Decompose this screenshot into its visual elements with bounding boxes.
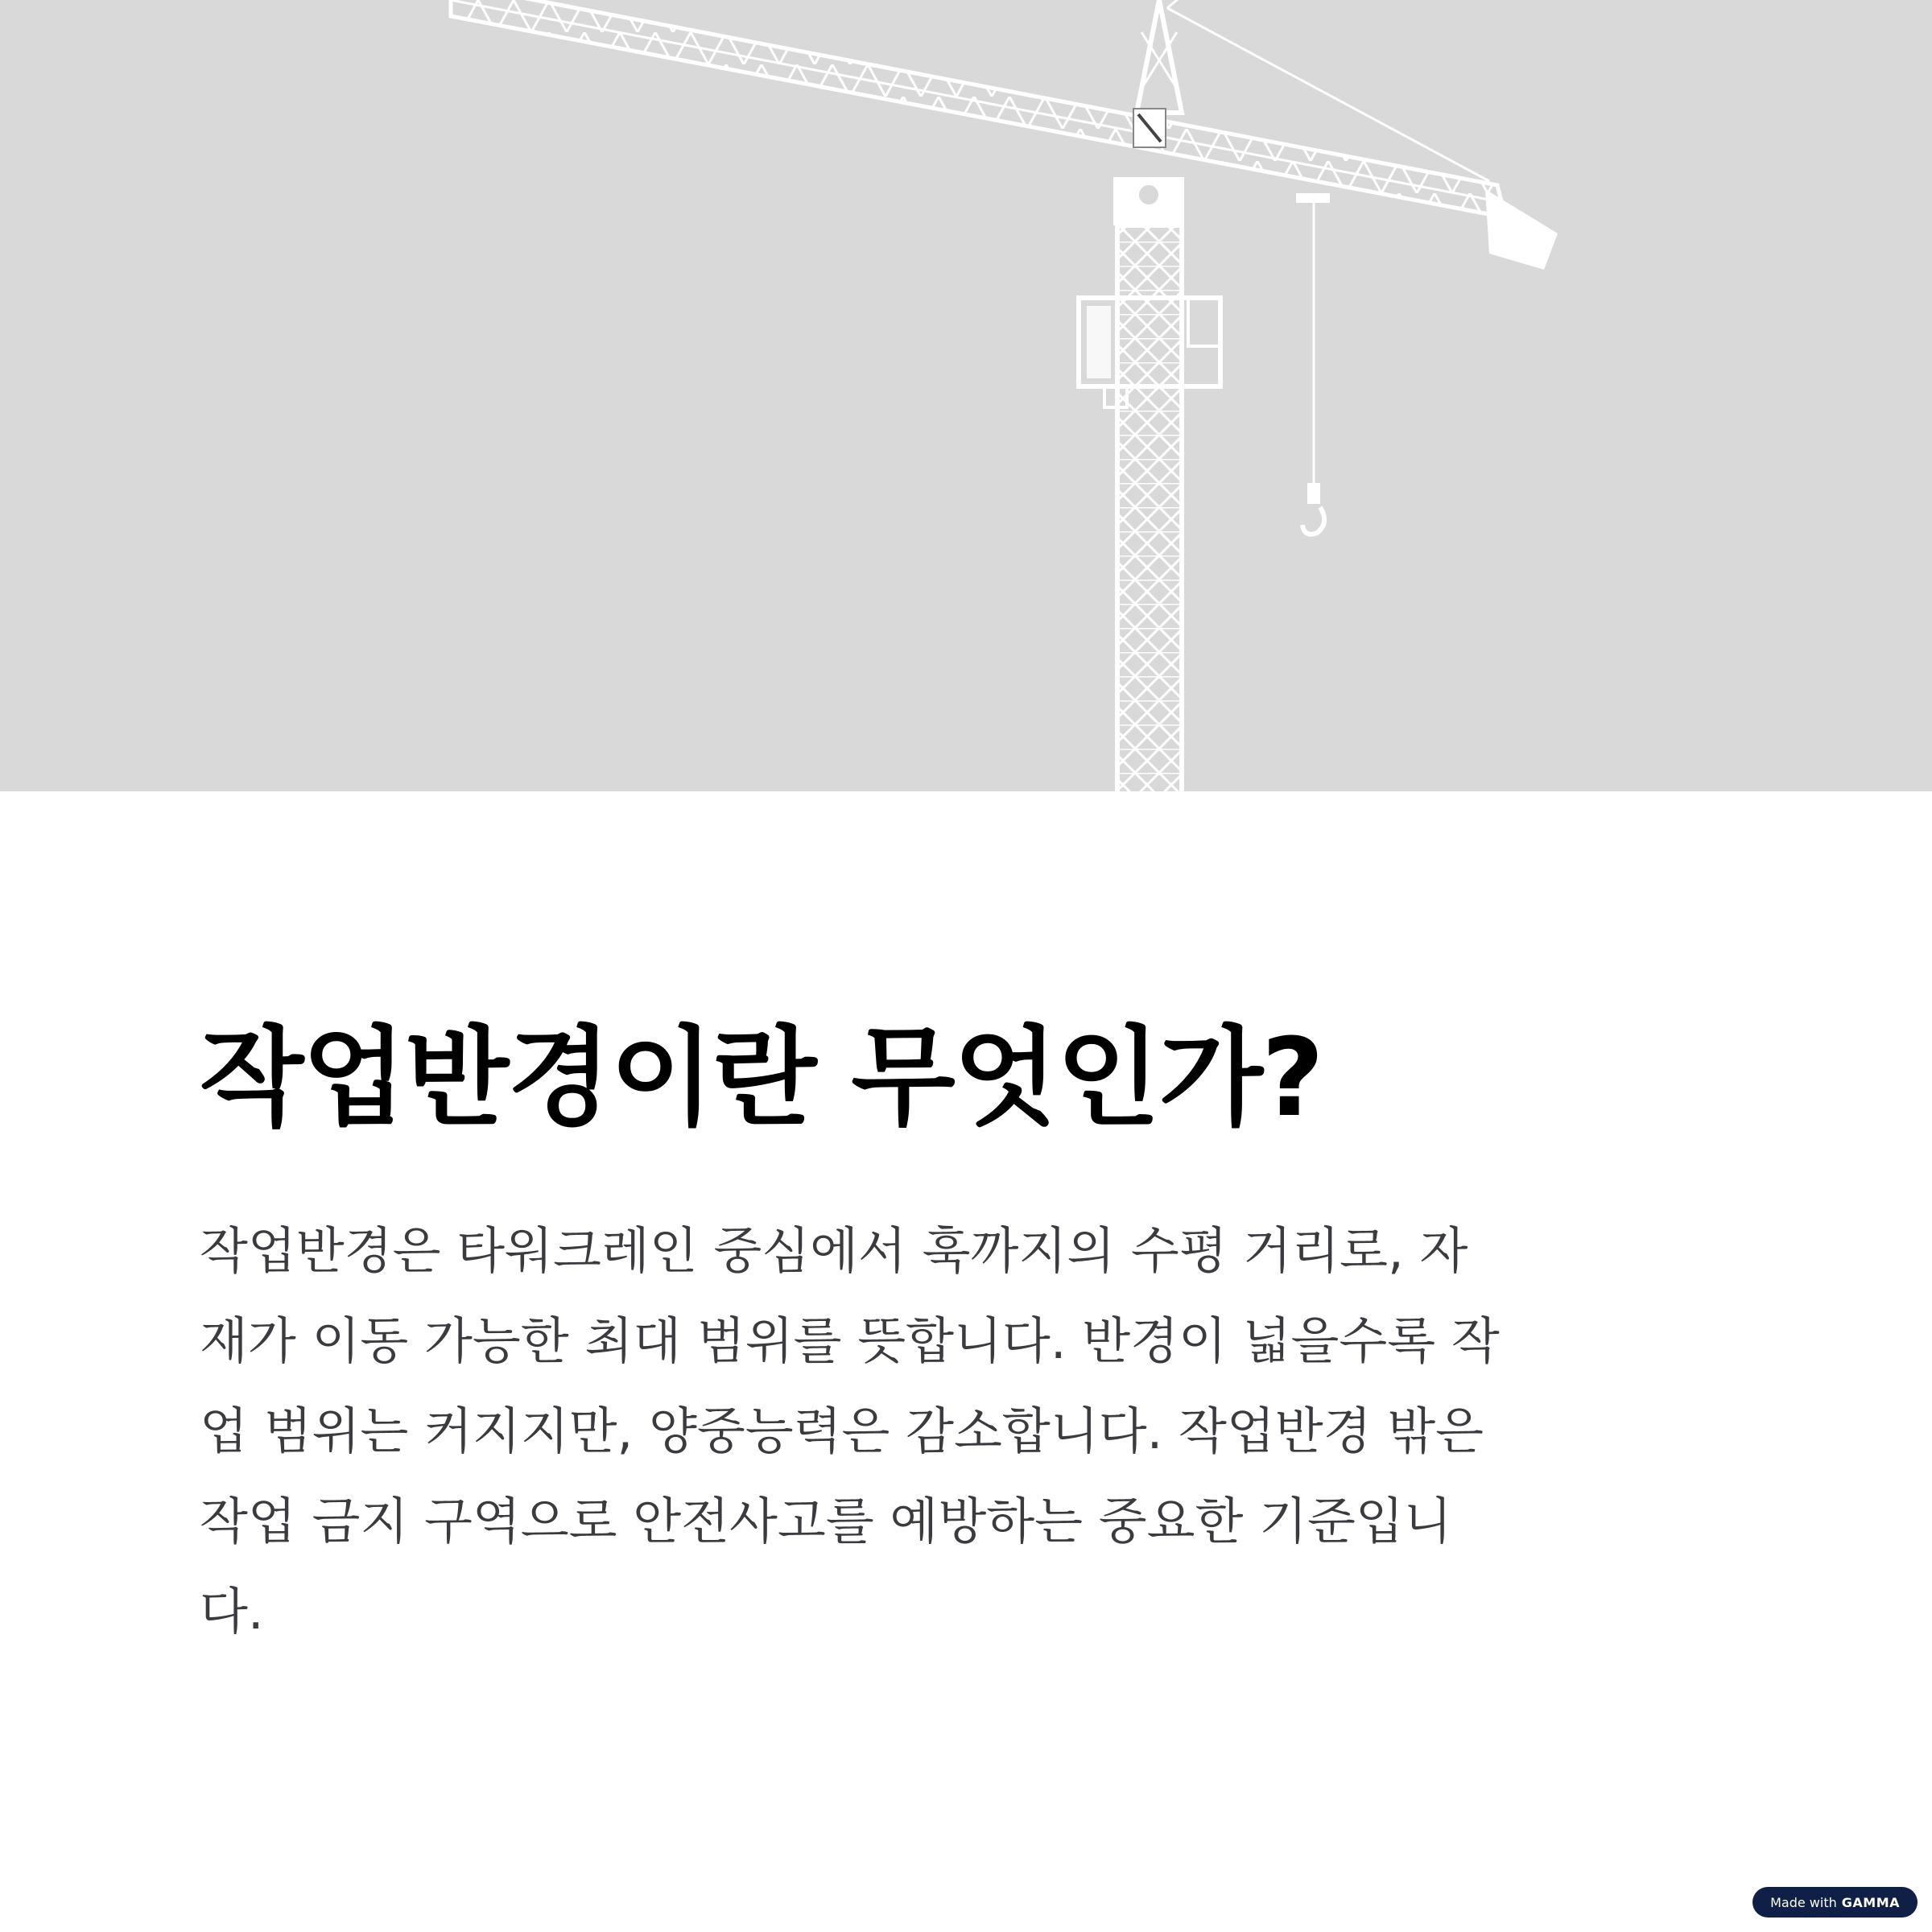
crane-mast: [1117, 225, 1182, 791]
body-line: 업 범위는 커지지만, 양중능력은 감소합니다. 작업반경 밖은: [200, 1402, 1484, 1461]
body-line: 다.: [200, 1582, 264, 1641]
made-with-gamma-badge[interactable]: [1752, 1887, 1918, 1918]
body-line: 작업 금지 구역으로 안전사고를 예방하는 중요한 기준입니: [200, 1492, 1452, 1551]
page-title: 작업반경이란 무엇인가?: [200, 1015, 1323, 1141]
body-paragraph: [200, 1206, 1713, 1657]
badge-prefix: Made with: [1770, 1894, 1837, 1910]
tower-crane-illustration: [0, 0, 1932, 791]
gamma-logo: GAMMA: [1841, 1894, 1900, 1910]
content-section: [200, 1016, 1729, 1657]
crane-jib: [451, 0, 1558, 270]
body-line: 작업반경은 타워크레인 중심에서 훅까지의 수평 거리로, 자: [200, 1221, 1468, 1281]
body-line: 재가 이동 가능한 최대 범위를 뜻합니다. 반경이 넓을수록 작: [200, 1311, 1500, 1371]
hero-image: [0, 0, 1932, 791]
